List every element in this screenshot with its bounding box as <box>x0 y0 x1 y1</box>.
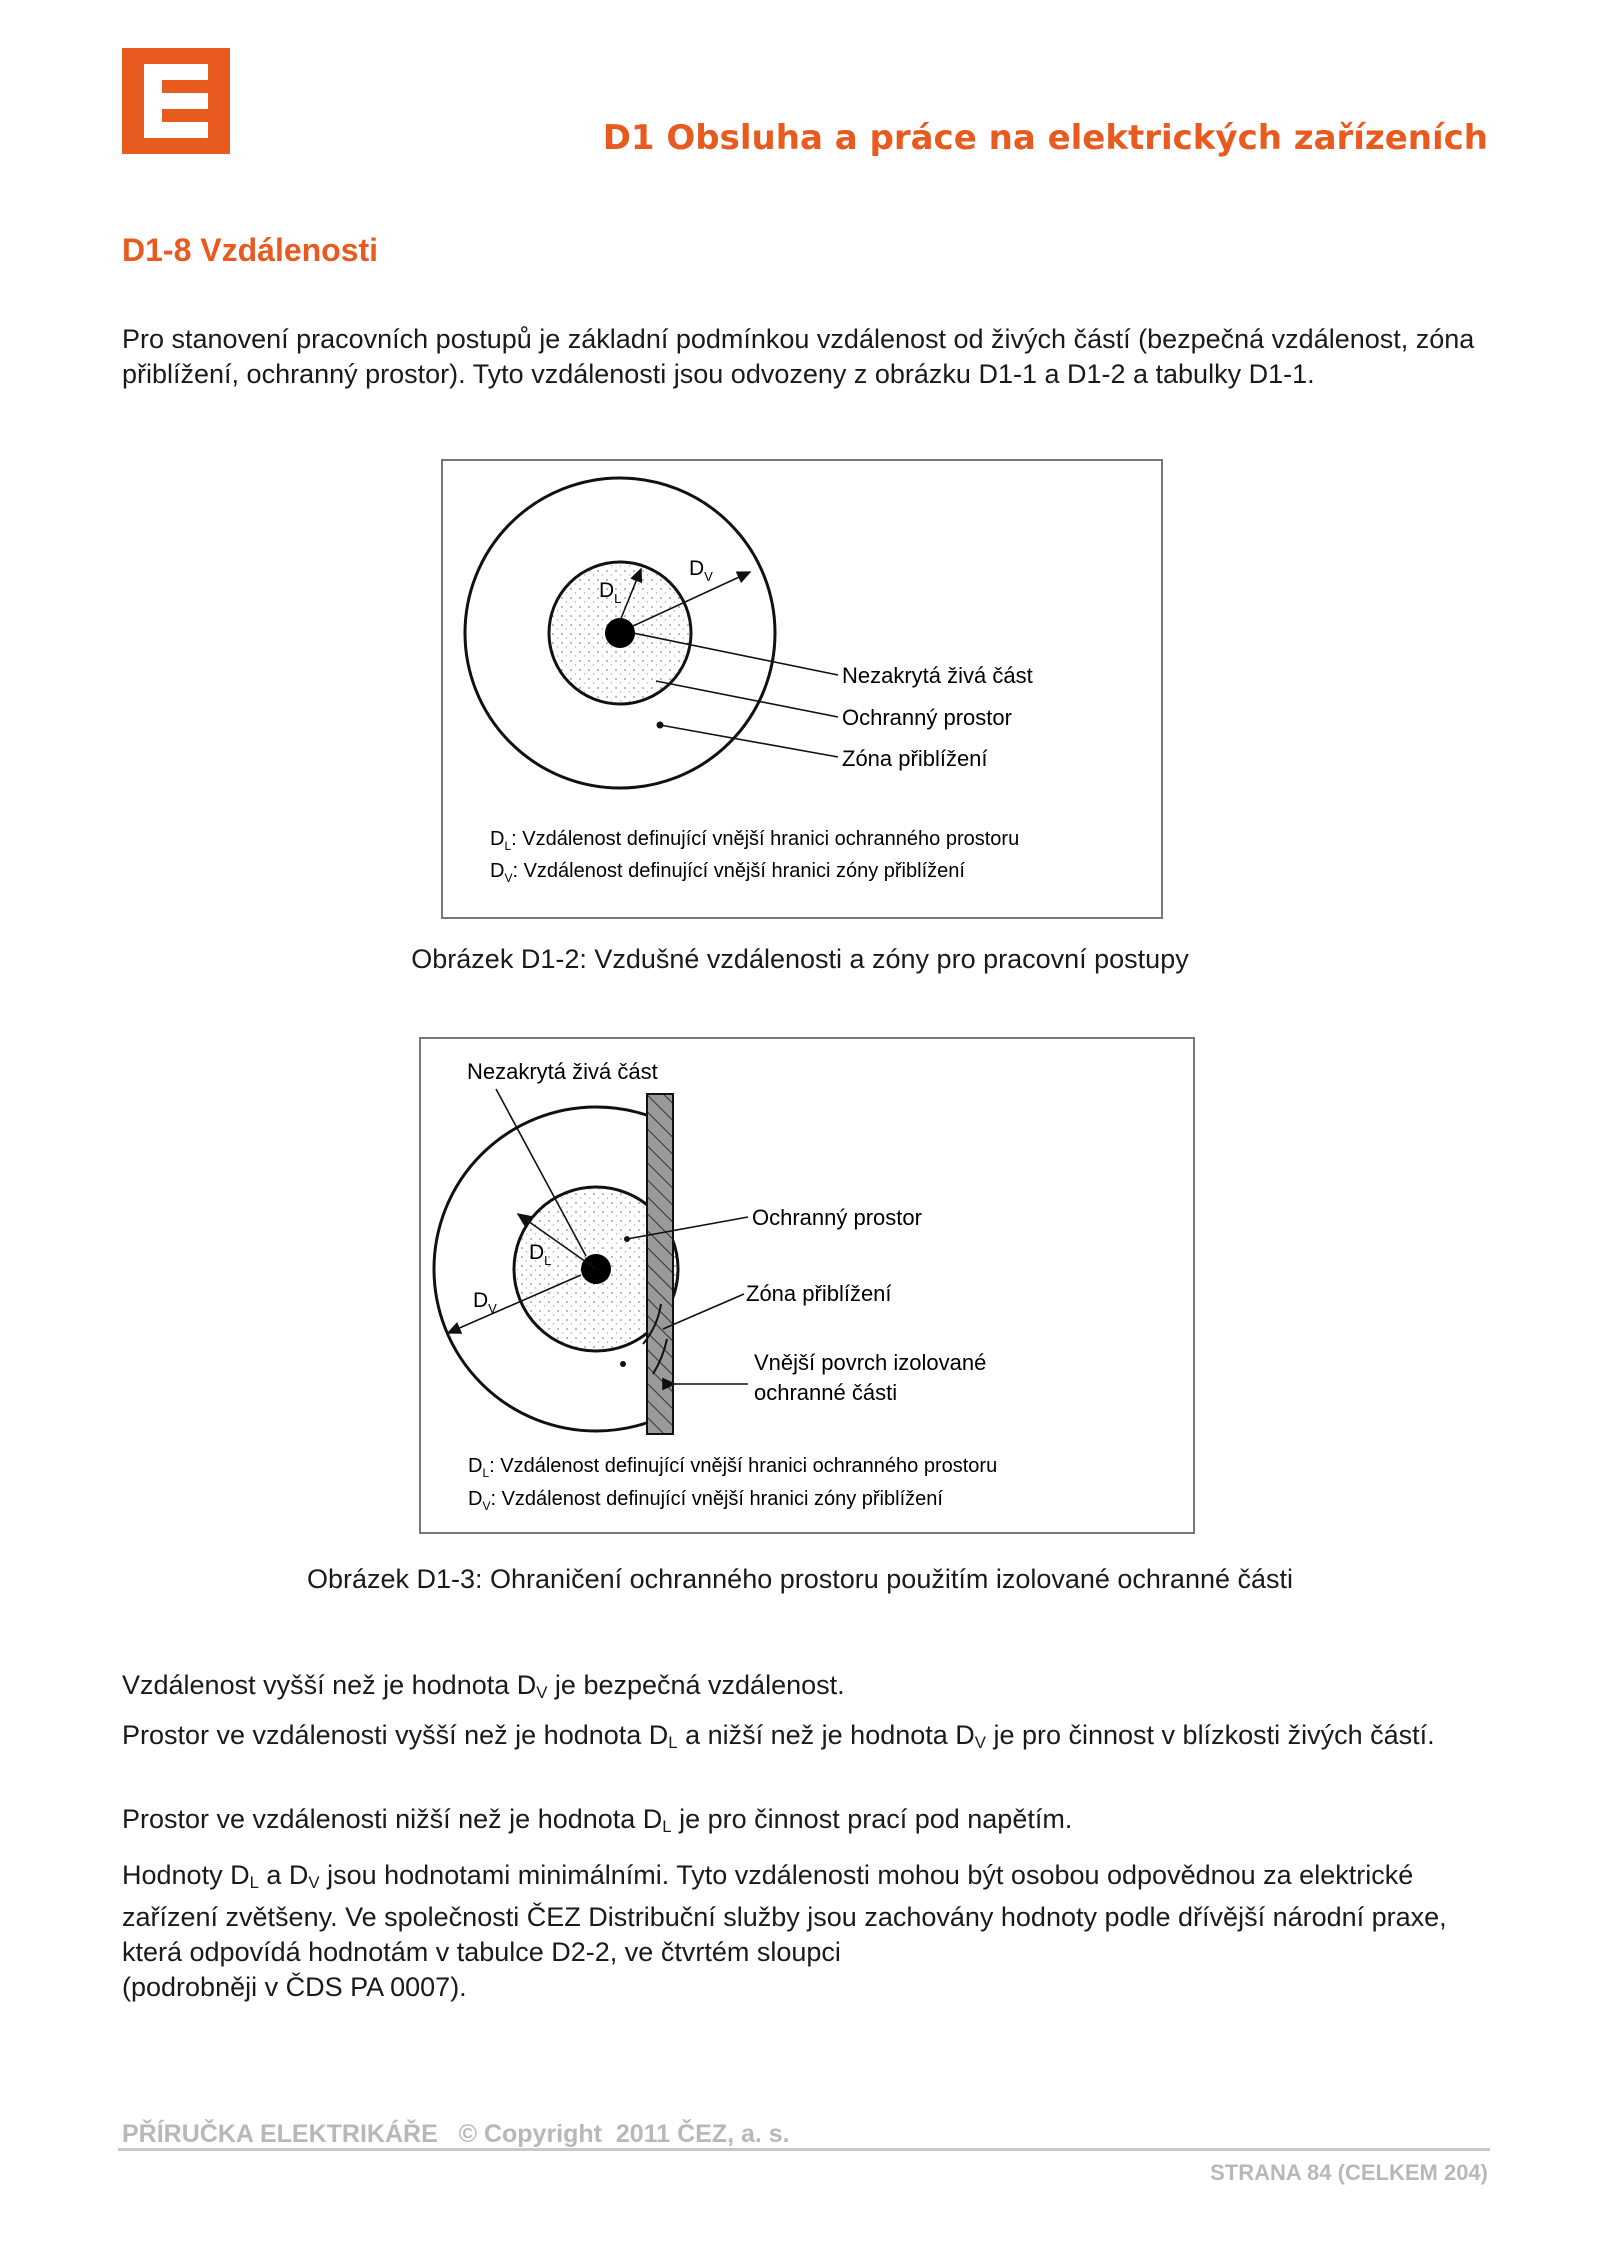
footer-divider <box>118 2148 1490 2151</box>
label-protected-space: Ochranný prostor <box>842 705 1012 730</box>
intro-paragraph: Pro stanovení pracovních postupů je základní podmínkou vzdálenost od živých částí (bezpečná vzdálenost, zóna přiblížení, ochranný prostor). Tyto vzdálenosti jsou odvozeny z obrázku D1-1 a D1-2 a tabulky D1-1. <box>122 324 1475 389</box>
figure-2-diagram <box>421 1039 1193 1532</box>
live-part-dot <box>605 618 635 648</box>
figure-1-caption: Obrázek D1-2: Vzdušné vzdálenosti a zóny pro pracovní postupy <box>411 944 1189 974</box>
section-title: D1-8 Vzdálenosti <box>122 232 379 268</box>
cez-logo <box>122 48 230 154</box>
legend-dv: $D_V$: Vzdálenost definující vnější hranici zóny přiblížení <box>490 860 965 885</box>
label-surface-line2: ochranné části <box>754 1380 898 1405</box>
figure-1 <box>441 459 1163 919</box>
legend-dl: $D_L$: Vzdálenost definující vnější hranici ochranného prostoru <box>468 1455 998 1480</box>
legend-dv: $D_V$: Vzdálenost definující vnější hranici zóny přiblížení <box>468 1488 943 1513</box>
paragraph-safe-distance: Vzdálenost vyšší než je hodnota $D_V$ je bezpečná vzdálenost. <box>122 1670 845 1703</box>
label-approach-zone: Zóna přiblížení <box>746 1281 892 1306</box>
paragraph-minimum-values: Hodnoty $D_L$ a $D_V$ jsou hodnotami minimálními. Tyto vzdálenosti mohou být osobou odpovědnou za elektrické zařízení zvětšeny. Ve společnosti ČEZ Distribuční služby jsou zachovány hodnoty podle dřívější národní praxe, která odpovídá hodnotám v tabulce D2-2, ve čtvrtém sloupci (podrobněji v ČDS PA 0007). <box>122 1860 1447 2003</box>
figure-1-diagram <box>443 461 1161 917</box>
figure-2-caption: Obrázek D1-3: Ohraničení ochranného prostoru použitím izolované ochranné části <box>306 1564 1294 1594</box>
paragraph-live-working: Prostor ve vzdálenosti nižší než je hodnota $D_L$ je pro činnost prací pod napětím. <box>122 1804 1073 1837</box>
dl-label: $D_L$ <box>599 579 622 606</box>
svg-text:DV: $D_V$ <box>473 1289 497 1316</box>
label-live-part: Nezakrytá živá část <box>467 1059 658 1084</box>
label-surface-line1: Vnější povrch izolované <box>754 1350 987 1375</box>
figure-2 <box>419 1037 1195 1534</box>
label-approach-zone: Zóna přiblížení <box>842 746 988 771</box>
label-live-part: Nezakrytá živá část <box>842 663 1033 688</box>
header-title: D1 Obsluha a práce na elektrických zařízeních <box>602 118 1488 158</box>
label-protected-space: Ochranný prostor <box>752 1205 922 1230</box>
footer-left: PŘÍRUČKA ELEKTRIKÁŘE © Copyright 2011 ČEZ, a. s. <box>122 2120 790 2148</box>
svg-text:DL: $D_L$ <box>529 1241 552 1268</box>
dv-label: $D_V$ <box>689 557 713 584</box>
legend-dl: $D_L$: Vzdálenost definující vnější hranici ochranného prostoru <box>490 828 1020 853</box>
footer-page-number: STRANA 84 (CELKEM 204) <box>1210 2160 1488 2185</box>
insulated-part <box>647 1094 673 1434</box>
paragraph-near-live-parts: Prostor ve vzdálenosti vyšší než je hodnota $D_L$ a nižší než je hodnota $D_V$ je pro činnost v blízkosti živých částí. <box>122 1720 1435 1753</box>
